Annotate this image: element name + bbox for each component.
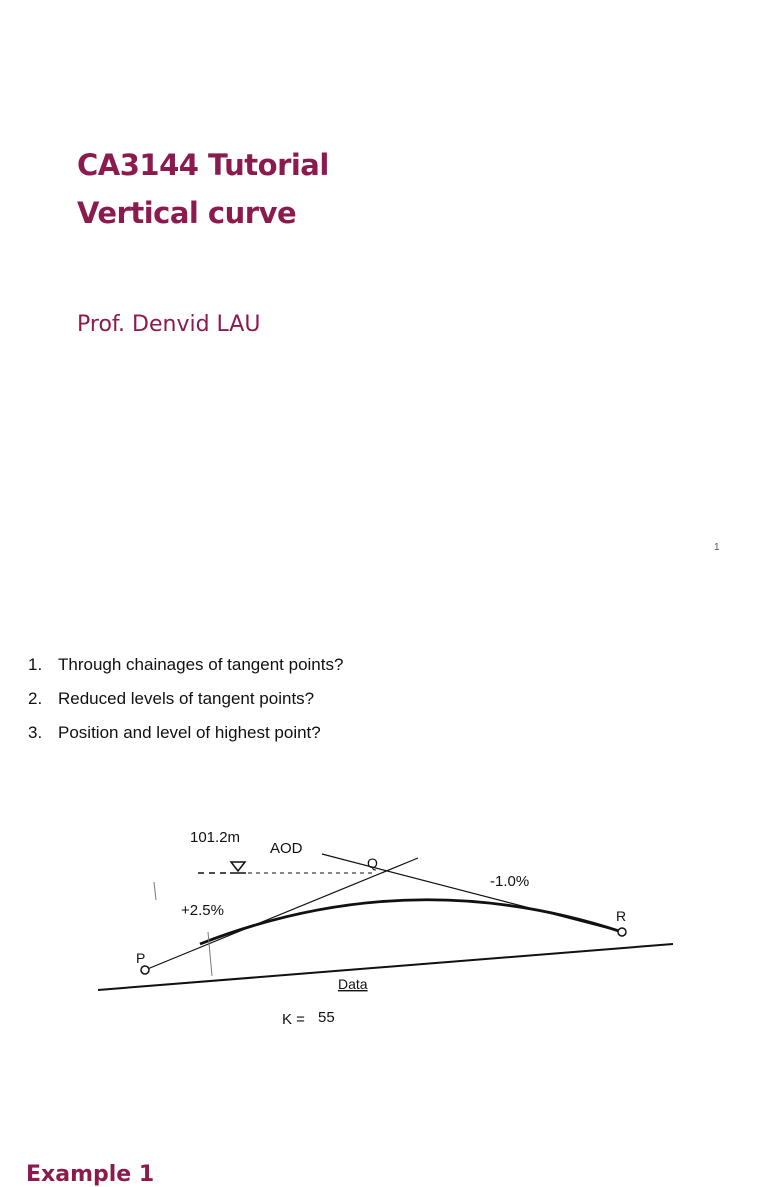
example-title: Example 1: [26, 1162, 155, 1187]
question-list: [28, 655, 343, 757]
vertical-curve-diagram: [0, 800, 768, 1024]
list-item: [28, 655, 343, 689]
k-value: 55: [318, 1009, 335, 1024]
title-slide: [0, 0, 768, 576]
list-item: [28, 723, 343, 757]
point-p-label: P: [136, 950, 146, 966]
list-item-text: Position and level of highest point?: [58, 723, 321, 742]
level-label: 101.2m: [190, 829, 241, 846]
list-item-text: Through chainages of tangent points?: [58, 655, 344, 674]
data-label: Data: [338, 976, 368, 992]
list-item-number: 3.: [28, 723, 43, 742]
author-name: Prof. Denvid LAU: [77, 312, 261, 337]
level-marker-icon: [231, 862, 245, 871]
grade-out-label: -1.0%: [490, 873, 530, 890]
grade-in-label: +2.5%: [181, 902, 224, 919]
ground-line: [98, 944, 673, 990]
page-number: 1: [714, 542, 720, 553]
k-label: K =: [282, 1011, 305, 1024]
list-item-number: 1.: [28, 655, 43, 674]
point-p-marker: [141, 966, 149, 974]
slide-title-topic: Vertical curve: [77, 196, 297, 230]
point-q-label: Q: [367, 855, 378, 871]
list-item-number: 2.: [28, 689, 43, 708]
datum-label: AOD: [270, 840, 303, 857]
slide-title-course: CA3144 Tutorial: [77, 148, 329, 182]
vertical-curve: [200, 900, 622, 944]
noise-mark: [154, 882, 156, 900]
list-item: [28, 689, 343, 723]
list-item-text: Reduced levels of tangent points?: [58, 689, 315, 708]
point-r-label: R: [616, 908, 627, 924]
point-r-marker: [618, 928, 626, 936]
